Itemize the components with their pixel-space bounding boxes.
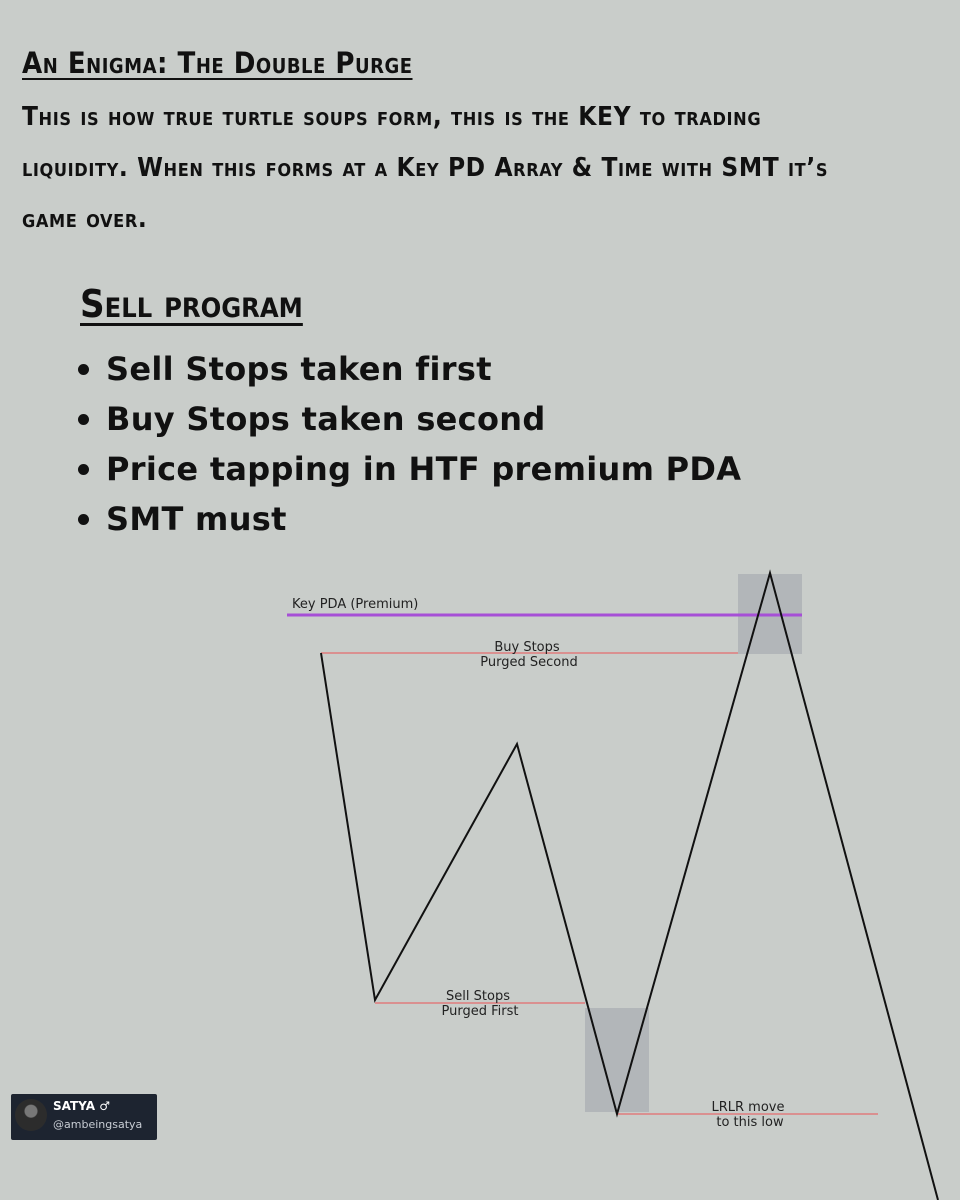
- sell-program-heading: Sell program: [80, 282, 303, 326]
- author-handle: @ambeingsatya: [53, 1118, 143, 1131]
- list-item: Sell Stops taken first: [72, 344, 741, 394]
- sell-stops-label: Purged First: [441, 1004, 519, 1019]
- buy-stops-label: Buy Stops: [494, 640, 560, 655]
- intro-line: This is how true turtle soups form, this is the KEY to trading: [22, 102, 762, 132]
- list-item: Buy Stops taken second: [72, 394, 741, 444]
- author-name: SATYA ♂: [53, 1099, 110, 1113]
- sell-stops-purge-highlight: [585, 1008, 649, 1112]
- intro-line: liquidity. When this forms at a Key PD Array & Time with SMT it’s: [22, 153, 829, 183]
- lrlr-label: to this low: [716, 1115, 784, 1130]
- lrlr-label: LRLR move: [711, 1100, 785, 1115]
- page-title: An Enigma: The Double Purge: [22, 46, 413, 80]
- list-item: Price tapping in HTF premium PDA: [72, 444, 741, 494]
- sell-stops-label: Sell Stops: [446, 989, 510, 1004]
- list-item: SMT must: [72, 494, 741, 544]
- author-badge: [11, 1094, 157, 1140]
- avatar: [15, 1099, 47, 1131]
- buy-stops-label: Purged Second: [480, 655, 578, 670]
- intro-line: game over.: [22, 204, 148, 234]
- key-pda-label: Key PDA (Premium): [292, 597, 419, 612]
